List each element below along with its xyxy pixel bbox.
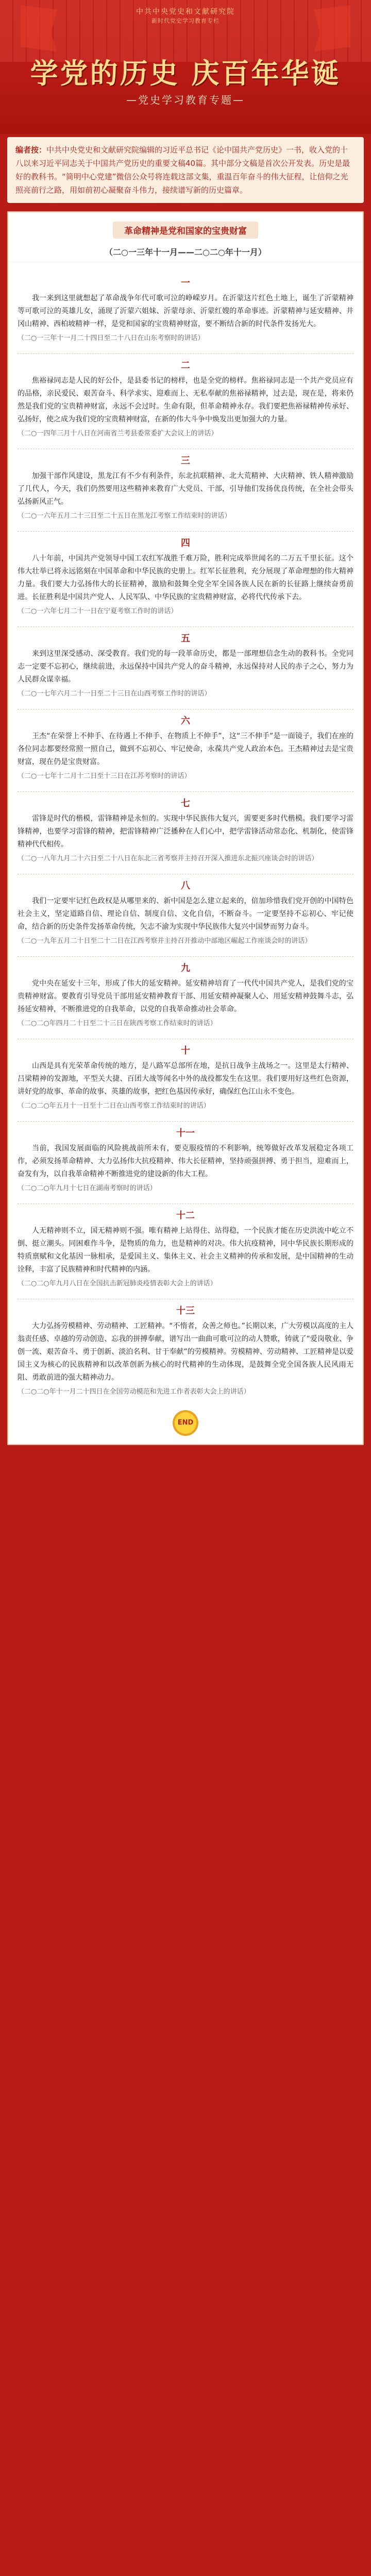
section-number: 十三 <box>176 1306 195 1316</box>
org-heading <box>0 6 371 25</box>
article-title: 革命精神是党和国家的宝贵财富 <box>113 222 258 239</box>
article-section <box>18 1121 353 1194</box>
section-body: 王杰“在荣誉上不伸手、在待遇上不伸手、在物质上不伸手”，这“三不伸手”是一面镜子，我们在座的各位同志都要经常照一照自己，做到不忘初心、牢记使命，永葆共产党人政治本色。王杰精神过去是宝贵财富，现在仍是宝贵财富。 <box>18 732 353 766</box>
editor-note-text: 中共中央党史和文献研究院编辑的习近平总书记《论中国共产党历史》一书，收入党的十八以来习近平同志关于中国共产党历史的重要文稿40篇。其中部分文稿是首次公开发表。历史是最好的教科书。“简明中心党建”微信公众号将连载这部文集，重温百年奋斗的伟大征程，让信仰之光照亮前行之路，用如前初心凝聚奋斗伟力，接续谱写新的历史篇章。 <box>15 145 350 195</box>
section-number: 二 <box>181 360 190 371</box>
end-badge: END <box>175 1412 196 1434</box>
section-body: 八十年前，中国共产党领导中国工农红军战胜千难万险，胜利完成举世闻名的二万五千里长征。这个伟大壮举已将永远铭刻在中国革命和中华民族的史册上。红军长征胜利，充分展现了革命理想的伟大精神力量。我们要大力弘扬伟大的长征精神，激励和鼓舞全党全军全国各族人民在新的长征路上继续奋勇前进。长征胜利是中国共产党人、人民军队、中华民族的宝贵精神财富，必将代代传承下去。 <box>18 554 353 601</box>
section-number: 六 <box>181 716 190 726</box>
article-sections <box>8 272 363 1398</box>
section-number: 七 <box>181 798 190 809</box>
section-number: 一 <box>181 278 190 289</box>
article-section <box>18 1204 353 1290</box>
section-number: 八 <box>181 880 190 891</box>
section-body: 当前，我国发展面临的风险挑战前所未有，要克服疫情的不利影响，统筹做好改革发展稳定各项工作，必须发扬革命精神、大力弘扬伟大抗疫精神、伟大长征精神，坚持顽强拼搏、勇于担当，迎难而上，奋发有为，以自我革命精神不断推进党的建设新的伟大工程。 <box>18 1144 353 1178</box>
article-section <box>18 272 353 344</box>
section-body: 加强干部作风建设，黑龙江有不少有利条件，东北抗联精神、北大荒精神、大庆精神、铁人精神激励了几代人，今天，我们仍然要用这些精神来教育广大党员、干部，引导他们发扬优良传统，在全社会带头弘扬新风正气。 <box>18 472 353 506</box>
section-source: （二○一七年十二月十二日至十三日在江苏考察时的讲话） <box>18 772 191 780</box>
section-source: （二○一八年九月二十六日至二十八日在东北三省考察并主持召开深入推进东北振兴座谈会时的讲话） <box>18 855 318 862</box>
section-number: 九 <box>181 963 190 974</box>
section-source: （二○二○年四月二十日至二十三日在陕西考察工作结束时的讲话） <box>18 1020 217 1027</box>
section-source: （二○一六年七月二十一日在宁夏考察工作时的讲话） <box>18 607 178 615</box>
org-line1: 中共中央党史和文献研究院 <box>136 8 235 16</box>
banner-subtitle: —党史学习教育专题— <box>126 94 245 106</box>
article-section <box>18 626 353 700</box>
section-source: （二○二○年九月八日在全国抗击新冠肺炎疫情表彰大会上的讲话） <box>18 1280 217 1287</box>
banner-title: 学党的历史 庆百年华诞 <box>30 57 341 90</box>
section-source: （二○一九年五月二十日至二十二日在江西考察并主持召开推动中部地区崛起工作座谈会时的讲话） <box>18 937 312 945</box>
article-section <box>18 874 353 947</box>
section-source: （二○二○年十一月二十四日在全国劳动模范和先进工作者表彰大会上的讲话） <box>18 1388 250 1396</box>
section-body: 来到这里深受感动、深受教育。我们党的每一段革命历史，都是一部理想信念生动的教科书。全党同志一定要不忘初心，继续前进，永远保持中国共产党人的奋斗精神，永远保持对人民的赤子之心，努力为人民群众谋幸福。 <box>18 650 353 684</box>
article-card <box>7 211 364 1445</box>
article-section <box>18 791 353 865</box>
article-section <box>18 1299 353 1398</box>
section-number: 三 <box>181 455 190 466</box>
section-source: （二○一六年五月二十三日至二十五日在黑龙江考察工作结束时的讲话） <box>18 512 231 520</box>
section-body: 大力弘扬劳模精神、劳动精神、工匠精神。“不惰者，众善之师也。”长期以来，广大劳模以高度的主人翁责任感、卓越的劳动创造、忘我的拼搏奉献，谱写出一曲曲可歌可泣的动人赞歌，铸就了“爱岗敬业、争创一流、艰苦奋斗、勇于创新、淡泊名利、甘于奉献”的劳模精神。劳模精神、劳动精神、工匠精神是以爱国主义为核心的民族精神和以改革创新为核心的时代精神的生动体现，是鼓舞全党全国各族人民风雨无阻、勇敢前进的强大精神动力。 <box>18 1322 353 1382</box>
org-line2: 新时代党史学习教育专栏 <box>151 18 220 24</box>
section-number: 十一 <box>176 1128 195 1139</box>
section-body: 我一来到这里就想起了革命战争年代可歌可泣的峥嵘岁月。在沂蒙这片红色土地上，诞生了沂蒙精神等可歌可泣的英雄儿女，涌现了沂蒙六姐妹、沂蒙母亲、沂蒙红嫂的革命事迹。沂蒙精神与延安精神、井冈山精神、西柏坡精神一样，是党和国家的宝贵精神财富，要不断结合新的时代条件发扬光大。 <box>18 294 353 328</box>
section-number: 五 <box>181 633 190 644</box>
section-number: 四 <box>181 538 190 549</box>
section-body: 山西是具有光荣革命传统的地方，是八路军总部所在地，是抗日战争主战场之一。这里是太行精神、吕梁精神的发源地，平型关大捷、百团大战等闻名中外的战役都发生在这里。我们要用好这些红色资源，讲好党的故事、革命的故事、英雄的故事，把红色基因传承好，确保红色江山永不变色。 <box>18 1062 353 1096</box>
end-marker <box>8 1412 363 1434</box>
article-header <box>8 212 363 262</box>
section-body: 人无精神则不立，国无精神则不强。唯有精神上站得住、站得稳，一个民族才能在历史洪流中屹立不倒、挺立潮头。同困难作斗争，是物质的角力，也是精神的对决。伟大抗疫精神，同中华民族长期形成的特质禀赋和文化基因一脉相承，是爱国主义、集体主义、社会主义精神的传承和发展，是中国精神的生动诠释，丰富了民族精神和时代精神的内涵。 <box>18 1227 353 1274</box>
section-body: 党中央在延安十三年，形成了伟大的延安精神。延安精神培育了一代代中国共产党人，是我们党的宝贵精神财富。要教育引导党员干部用延安精神教育干部、用延安精神凝聚人心、用延安精神鼓舞斗志，弘扬延安精神，不断推进党的自我革命，以党的自我革命推动社会革命。 <box>18 979 353 1013</box>
editor-note-lead: 编者按： <box>15 145 47 155</box>
section-source: （二○一四年三月十八日在河南省兰考县委常委扩大会议上的讲话） <box>18 430 218 437</box>
section-number: 十二 <box>176 1210 195 1221</box>
section-number: 十 <box>181 1045 190 1056</box>
section-source: （二○二○年五月十一日至十二日在山西考察工作结束时的讲话） <box>18 1102 210 1110</box>
article-section <box>18 449 353 522</box>
section-body: 焦裕禄同志是人民的好公仆，是县委书记的榜样，也是全党的榜样。焦裕禄同志是一个共产党员应有的品格，亲民爱民、艰苦奋斗、科学求实、迎难而上、无私奉献的焦裕禄精神，过去是，现在是，将来仍然是我们党的宝贵精神财富，永远不会过时。生命有限，但革命精神永存。我们要把焦裕禄精神传承好、弘扬好，使之成为我们党的宝贵精神财富，在新的伟大斗争中焕发出更加强大的力量。 <box>18 377 353 423</box>
article-section <box>18 1039 353 1112</box>
section-body: 雷锋是时代的楷模，雷锋精神是永恒的。实现中华民族伟大复兴，需要更多时代楷模。我们要学习雷锋精神，也要学习雷锋的精神，把雷锋精神广泛播种在人们心中，把学雷锋活动常态化、机制化，使雷锋精神代代相传。 <box>18 815 353 849</box>
editor-note <box>7 137 364 203</box>
article-section <box>18 531 353 617</box>
article-section <box>18 353 353 439</box>
article-date-range: （二○一三年十一月——二○二○年十一月） <box>105 247 266 257</box>
article-section <box>18 709 353 782</box>
banner-fade <box>0 113 371 134</box>
section-body: 我们一定要牢记红色政权是从哪里来的、新中国是怎么建立起来的，倍加珍惜我们党开创的中国特色社会主义，坚定道路自信、理论自信、制度自信、文化自信，不断奋斗。一定要坚持不忘初心、牢记使命，结合新的历史条件发扬革命传统，矢志不渝为实现中华民族伟大复兴中国梦而努力奋斗。 <box>18 897 353 931</box>
section-source: （二○二○年九月十七日在湖南考察时的讲话） <box>18 1184 157 1192</box>
header-banner <box>0 0 371 134</box>
section-source: （二○一三年十一月二十四日至二十八日在山东考察时的讲话） <box>18 334 205 342</box>
article-section <box>18 956 353 1029</box>
section-source: （二○一七年六月二十一日至二十三日在山西考察工作时的讲话） <box>18 690 211 698</box>
